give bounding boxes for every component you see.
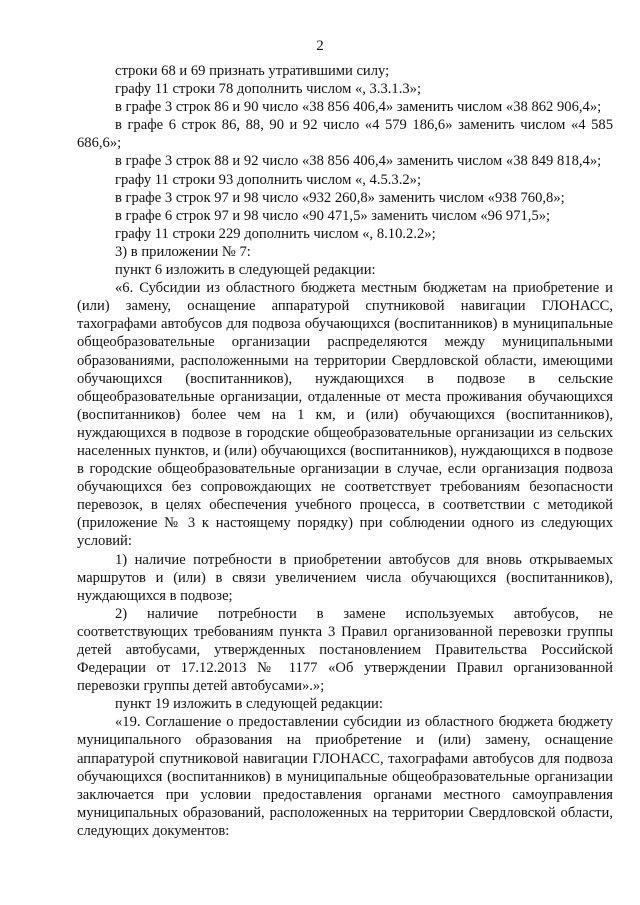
paragraph: в графе 3 строк 88 и 92 число «38 856 406,4» заменить числом «38 849 818,4»;: [115, 153, 602, 170]
paragraph: в графе 3 строк 86 и 90 число «38 856 406,4» заменить числом «38 862 906,4»;: [115, 99, 602, 116]
page-number: 2: [316, 38, 324, 54]
paragraph: «6. Субсидии из областного бюджета местным бюджетам на приобретение и (или) замену, оснащение аппаратурой спутниковой навигации ГЛОНАСС, тахографами автобусов для подвоза обучающихся (воспитанников) в муниципальные общеобразовательные организации распределяются между муниципальными образованиями, расположенными на территории Свердловской области, имеющими обучающихся (воспитанников), нуждающихся в подвозе в сельские общеобразовательные организации, отдаленные от места проживания обучающихся (воспитанников) более чем на 1 км, и (или) обучающихся (воспитанников), нуждающихся в подвозе в городские общеобразовательные организации из сельских населенных пунктов, и (или) обучающихся (воспитанников), нуждающихся в подвозе в городские общеобразовательные организации в случае, если организация подвоза обучающихся без сопровождающих не соответствует требованиям безопасности перевозок, в целях обеспечения учебного процесса, в соответствии с методикой (приложение № 3 к настоящему порядку) при соблюдении одного из следующих условий:: [77, 280, 613, 550]
paragraph: в графе 3 строк 97 и 98 число «932 260,8» заменить числом «938 760,8»;: [115, 189, 565, 206]
paragraph: графу 11 строки 93 дополнить числом «, 4.5.3.2»;: [115, 171, 422, 188]
paragraph: пункт 6 изложить в следующей редакции:: [115, 262, 376, 279]
paragraph: 1) наличие потребности в приобретении автобусов для вновь открываемых маршрутов и (или) в связи увеличением числа обучающихся (воспитанников), нуждающихся в подвозе;: [77, 551, 613, 604]
paragraph: 3) в приложении № 7:: [115, 243, 251, 260]
paragraph: «19. Соглашение о предоставлении субсидии из областного бюджета бюджету муниципального образования на приобретение и (или) замену, оснащение аппаратурой спутниковой навигации ГЛОНАСС, тахографами автобусов для подвоза обучающихся (воспитанников) в муниципальные общеобразовательные организации заключается при условии предоставления органами местного самоуправления муниципальных образований, расположенных на территории Свердловской области, следующих документов:: [77, 714, 613, 839]
paragraph: графу 11 строки 78 дополнить числом «, 3.3.1.3»;: [115, 81, 422, 98]
paragraph: в графе 6 строк 97 и 98 число «90 471,5» заменить числом «96 971,5»;: [115, 207, 551, 224]
paragraph: пункт 19 изложить в следующей редакции:: [115, 696, 383, 713]
paragraph: 2) наличие потребности в замене используемых автобусов, не соответствующих требованиям пункта 3 Правил организованной перевозки группы детей автобусами, утвержденных постановлением Правительства Российской Федерации от 17.12.2013 № 1177 «Об утверждении Правил организованной перевозки группы детей автобусами».»;: [77, 605, 613, 695]
paragraph: в графе 6 строк 86, 88, 90 и 92 число «4 579 186,6» заменить числом «4 585 686,6»;: [77, 117, 613, 152]
document-body: [77, 62, 613, 840]
paragraph: строки 68 и 69 признать утратившими силу;: [115, 63, 390, 79]
paragraph: графу 11 строки 229 дополнить числом «, 8.10.2.2»;: [115, 225, 436, 242]
